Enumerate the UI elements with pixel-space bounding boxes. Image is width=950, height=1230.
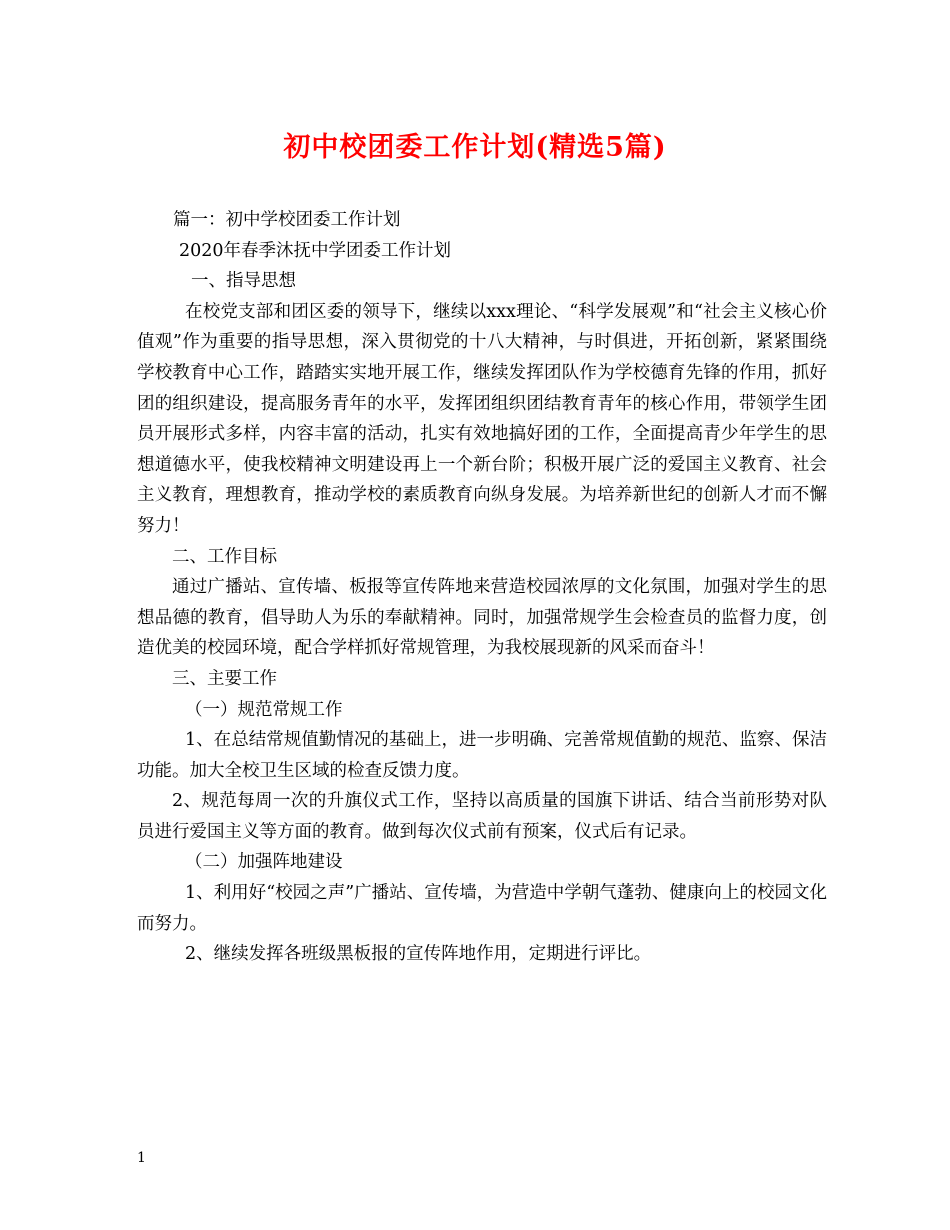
paragraph-position-item-2: 2、继续发挥各班级黑板报的宣传阵地作用，定期进行评比。: [185, 944, 652, 965]
document-title: 初中校团委工作计划(精选5篇): [283, 132, 667, 163]
paragraph-heading-main-work: 三、主要工作: [172, 668, 277, 689]
paragraph-goals-body: 通过广播站、宣传墙、板报等宣传阵地来营造校园浓厚的文化氛围，加强对学生的思想品德的教育，倡导助人为乐的奉献精神。同时，加强常规学生会检查员的监督力度，创造优美的校园环境，配合学样抓好常规管理，为我校展现新的风采而奋斗！: [137, 577, 827, 659]
paragraph-subheading-routine: （一）规范常规工作: [185, 699, 343, 720]
paragraph-guiding-body: 在校党支部和团区委的领导下，继续以xxx理论、“科学发展观”和“社会主义核心价值观”作为重要的指导思想，深入贯彻党的十八大精神，与时俱进，开拓创新，紧紧围绕学校教育中心工作，踏踏实实地开展工作，继续发挥团队作为学校德育先锋的作用，抓好团的组织建设，提高服务青年的水平，发挥团组织团结教育青年的核心作用，带领学生团员开展形式多样，内容丰富的活动，扎实有效地搞好团的工作，全面提高青少年学生的思想道德水平，使我校精神文明建设再上一个新台阶；积极开展广泛的爱国主义教育、社会主义教育，理想教育，推动学校的素质教育向纵身发展。为培养新世纪的创新人才而不懈努力！: [137, 301, 827, 536]
document-body: [137, 205, 827, 970]
paragraph-plan-title: 2020年春季沐抚中学团委工作计划: [179, 240, 452, 261]
page-number: 1: [137, 1150, 146, 1166]
paragraph-routine-item-2: 2、规范每周一次的升旗仪式工作，坚持以高质量的国旗下讲话、结合当前形势对队员进行爱国主义等方面的教育。做到每次仪式前有预案，仪式后有记录。: [137, 791, 827, 842]
paragraph-routine-item-1: 1、在总结常规值勤情况的基础上，进一步明确、完善常规值勤的规范、监察、保洁功能。加大全校卫生区域的检查反馈力度。: [137, 730, 827, 781]
paragraph-heading-guiding: 一、指导思想: [191, 271, 296, 292]
paragraph-position-item-1: 1、利用好“校园之声”广播站、宣传墙，为营造中学朝气蓬勃、健康向上的校园文化而努力。: [137, 883, 827, 934]
paragraph-subheading-position: （二）加强阵地建设: [185, 852, 343, 873]
paragraph-section-heading: 篇一：初中学校团委工作计划: [173, 210, 401, 230]
paragraph-heading-goals: 二、工作目标: [172, 546, 277, 567]
